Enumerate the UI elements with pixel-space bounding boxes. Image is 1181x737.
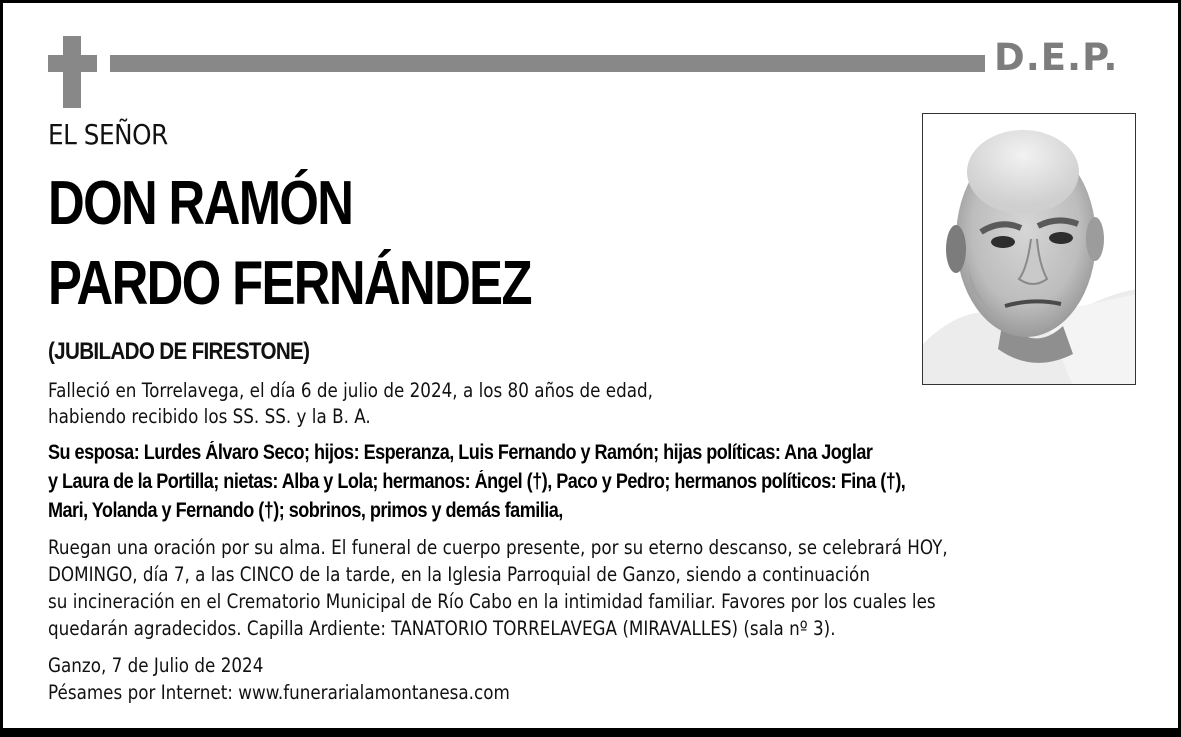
death-info-line: Falleció en Torrelavega, el día 6 de julio de 2024, a los 80 años de edad, <box>48 379 653 402</box>
deceased-name-line-2: PARDO FERNÁNDEZ <box>48 249 531 318</box>
death-info-line: habiendo recibido los SS. SS. y la B. A. <box>48 405 371 428</box>
occupation: (JUBILADO DE FIRESTONE) <box>48 338 310 365</box>
deceased-name-line-1: DON RAMÓN <box>48 169 353 238</box>
cross-icon-arm <box>48 55 97 72</box>
dep-label: D.E.P. <box>994 36 1119 79</box>
service-line: su incineración en el Crematorio Municipal de Río Cabo en la intimidad familiar. Favores por los cuales les <box>48 590 936 613</box>
service-line: Ruegan una oración por su alma. El funeral de cuerpo presente, por su eterno descanso, se celebrará HOY, <box>48 536 948 559</box>
service-line: quedarán agradecidos. Capilla Ardiente: TANATORIO TORRELAVEGA (MIRAVALLES) (sala nº 3). <box>48 617 836 640</box>
honorific: EL SEÑOR <box>48 118 168 151</box>
family-line: Mari, Yolanda y Fernando (†); sobrinos, primos y demás familia, <box>48 499 563 522</box>
header-rule <box>110 55 985 72</box>
cross-icon <box>63 36 81 108</box>
portrait-photo <box>922 113 1136 385</box>
portrait-image <box>923 114 1136 385</box>
family-line: y Laura de la Portilla; nietas: Alba y Lola; hermanos: Ángel (†), Paco y Pedro; hermanos políticos: Fina (†), <box>48 470 906 493</box>
family-line: Su esposa: Lurdes Álvaro Seco; hijos: Esperanza, Luis Fernando y Ramón; hijas políticas: Ana Joglar <box>48 441 873 464</box>
place-date: Ganzo, 7 de Julio de 2024 <box>48 654 264 677</box>
condolences-website[interactable]: Pésames por Internet: www.funerarialamontanesa.com <box>48 681 510 704</box>
service-line: DOMINGO, día 7, a las CINCO de la tarde, en la Iglesia Parroquial de Ganzo, siendo a continuación <box>48 563 870 586</box>
